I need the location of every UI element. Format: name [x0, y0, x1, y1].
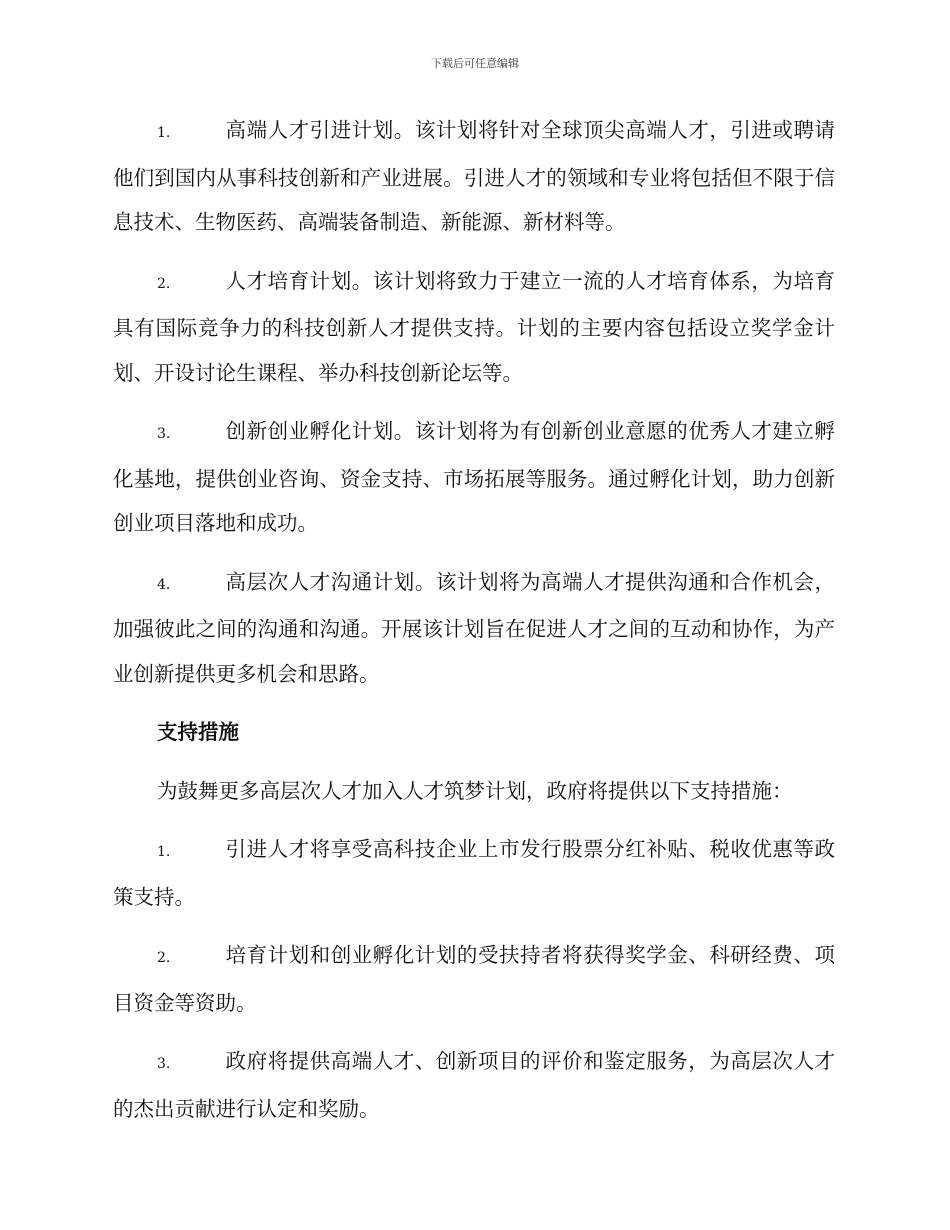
plan-text: 创新创业孵化计划。该计划将为有创新创业意愿的优秀人才建立孵化基地，提供创业咨询、资金支持、市场拓展等服务。通过孵化计划，助力创新创业项目落地和成功。 [113, 419, 835, 535]
plan-item [113, 560, 835, 697]
plan-text: 高端人才引进计划。该计划将针对全球顶尖高端人才，引进或聘请他们到国内从事科技创新和产业进展。引进人才的领域和专业将包括但不限于信息技术、生物医药、高端装备制造、新能源、新材料等。 [113, 118, 835, 234]
list-number: 1. [157, 125, 171, 141]
support-item [113, 1039, 835, 1131]
list-number: 4. [157, 576, 171, 593]
list-number: 3. [157, 1056, 171, 1072]
list-number: 1. [157, 844, 171, 860]
list-number: 2. [157, 275, 171, 292]
support-text: 政府将提供高端人才、创新项目的评价和鉴定服务，为高层次人才的杰出贡献进行认定和奖励。 [113, 1049, 835, 1121]
document-body [113, 108, 835, 1145]
plan-item [113, 259, 835, 396]
list-number: 3. [157, 426, 171, 442]
section-intro: 为鼓舞更多高层次人才加入人才筑梦计划，政府将提供以下支持措施： [157, 778, 793, 803]
support-item [113, 933, 835, 1025]
list-number: 2. [157, 950, 171, 966]
plan-text: 高层次人才沟通计划。该计划将为高端人才提供沟通和合作机会，加强彼此之间的沟通和沟通。开展该计划旨在促进人才之间的互动和协作，为产业创新提供更多机会和思路。 [113, 569, 835, 686]
plan-item [113, 108, 835, 245]
support-item [113, 827, 835, 919]
section-heading: 支持措施 [157, 720, 239, 744]
plan-item [113, 409, 835, 546]
plan-text: 人才培育计划。该计划将致力于建立一流的人才培育体系，为培育具有国际竞争力的科技创新人才提供支持。计划的主要内容包括设立奖学金计划、开设讨论生课程、举办科技创新论坛等。 [113, 268, 835, 385]
support-text: 引进人才将享受高科技企业上市发行股票分红补贴、税收优惠等政策支持。 [113, 837, 835, 909]
page-header-note: 下载后可任意编辑 [431, 57, 519, 70]
support-text: 培育计划和创业孵化计划的受扶持者将获得奖学金、科研经费、项目资金等资助。 [113, 943, 835, 1015]
